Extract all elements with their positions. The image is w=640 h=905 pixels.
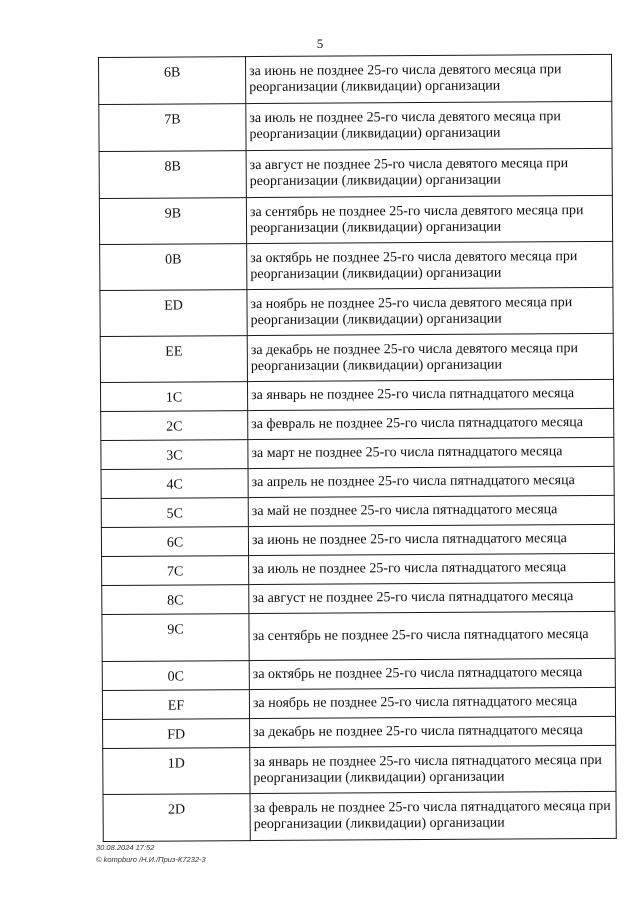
deadline-description: за август не позднее 25-го числа девятого месяца при реорганизации (ликвидации) организации	[246, 148, 612, 197]
deadline-description: за сентябрь не позднее 25-го числа девятого месяца при реорганизации (ликвидации) организации	[246, 195, 612, 243]
deadline-description: за февраль не позднее 25-го числа пятнадцатого месяца	[248, 408, 614, 439]
table-row	[101, 466, 614, 498]
deadline-description: за август не позднее 25-го числа пятнадцатого месяца	[249, 582, 615, 613]
table-row	[103, 745, 616, 794]
page-number: 5	[316, 36, 324, 51]
deadline-description: за январь не позднее 25-го числа пятнадцатого месяца	[247, 379, 613, 410]
table-row	[102, 658, 615, 690]
deadline-description: за декабрь не позднее 25-го числа девятого месяца при реорганизации (ликвидации) организации	[247, 333, 613, 381]
table-row	[99, 195, 612, 244]
period-code: 6B	[99, 57, 246, 105]
table-row	[102, 611, 615, 661]
period-code: 2D	[103, 794, 250, 842]
period-code: 6C	[101, 527, 248, 557]
table-row	[99, 148, 612, 198]
deadline-description: за май не позднее 25-го числа пятнадцатого месяца	[248, 495, 614, 526]
deadline-description: за февраль не позднее 25-го числа пятнадцатого месяца при реорганизации (ликвидации) организации	[250, 791, 616, 840]
table-row	[103, 791, 616, 841]
deadline-description: за ноябрь не позднее 25-го числа пятнадцатого месяца	[249, 687, 615, 718]
table-row	[99, 101, 612, 151]
table-row	[101, 437, 614, 469]
period-code: EE	[100, 336, 247, 383]
period-code: 2C	[101, 411, 248, 441]
period-code: FD	[103, 719, 250, 749]
footer-document-id	[96, 855, 206, 864]
footer-document-id-text: kompburo /Н.И./Приз-К7232-3	[103, 855, 206, 864]
period-code: 5C	[101, 498, 248, 528]
deadline-description: за апрель не позднее 25-го числа пятнадцатого месяца	[248, 466, 614, 497]
period-code: ED	[100, 290, 247, 337]
deadline-code-table	[98, 54, 617, 842]
deadline-description: за октябрь не позднее 25-го числа пятнадцатого месяца	[249, 658, 615, 689]
period-code: 4C	[101, 469, 248, 499]
table-row	[102, 687, 615, 719]
deadline-description: за сентябрь не позднее 25-го числа пятнадцатого месяца	[249, 611, 615, 660]
deadline-description: за декабрь не позднее 25-го числа пятнадцатого месяца	[250, 716, 616, 747]
table-row	[100, 287, 613, 336]
period-code: 1C	[100, 382, 247, 412]
period-code: 9C	[102, 614, 249, 662]
deadline-description: за март не позднее 25-го числа пятнадцатого месяца	[248, 437, 614, 468]
copyright-icon: ©	[96, 855, 102, 864]
deadline-description: за январь не позднее 25-го числа пятнадцатого месяца при реорганизации (ликвидации) организации	[250, 745, 616, 793]
deadline-description: за июль не позднее 25-го числа пятнадцатого месяца	[249, 553, 615, 584]
table-row	[101, 408, 614, 440]
table-row	[101, 495, 614, 527]
deadline-description: за июнь не позднее 25-го числа девятого месяца при реорганизации (ликвидации) организации	[246, 54, 612, 103]
period-code: 7B	[99, 104, 246, 152]
period-code: 0B	[100, 244, 247, 291]
table-row	[100, 333, 613, 382]
table-row	[103, 716, 616, 748]
table-row	[100, 241, 613, 290]
table-row	[102, 553, 615, 585]
period-code: 0C	[102, 661, 249, 691]
deadline-description: за июль не позднее 25-го числа девятого месяца при реорганизации (ликвидации) организации	[246, 101, 612, 150]
footer-timestamp: 30.08.2024 17:52	[96, 843, 155, 852]
period-code: 8C	[102, 585, 249, 615]
table-row	[99, 54, 612, 104]
period-code: 9B	[99, 198, 246, 245]
period-code: 1D	[103, 748, 250, 795]
table-row	[102, 582, 615, 614]
period-code: 7C	[102, 556, 249, 586]
period-code: EF	[102, 690, 249, 720]
table-row	[101, 524, 614, 556]
deadline-description: за ноябрь не позднее 25-го числа девятого месяца при реорганизации (ликвидации) организации	[247, 287, 613, 335]
deadline-description: за октябрь не позднее 25-го числа девятого месяца при реорганизации (ликвидации) организации	[247, 241, 613, 289]
period-code: 3C	[101, 440, 248, 470]
period-code: 8B	[99, 151, 246, 199]
table-row	[100, 379, 613, 411]
deadline-description: за июнь не позднее 25-го числа пятнадцатого месяца	[248, 524, 614, 555]
